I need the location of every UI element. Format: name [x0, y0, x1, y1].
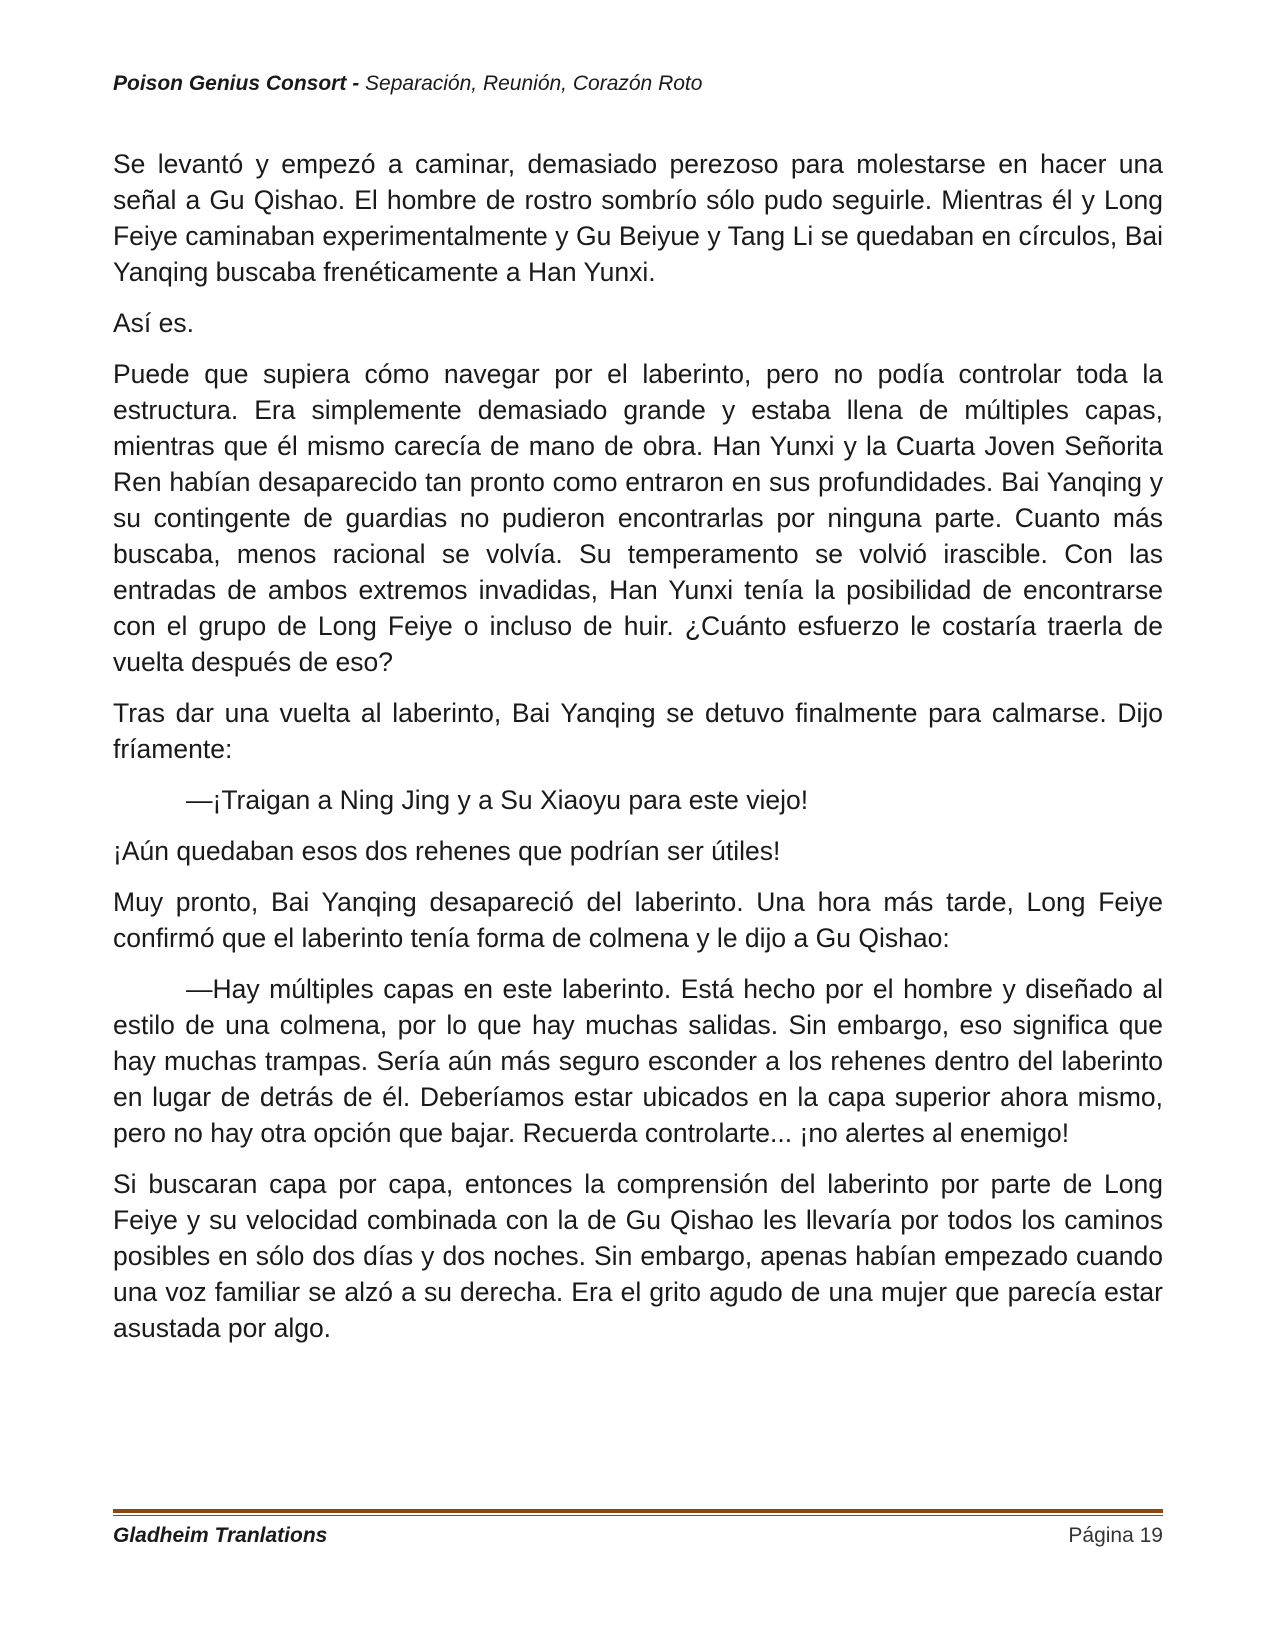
page-body: [113, 146, 1163, 1361]
paragraph: Tras dar una vuelta al laberinto, Bai Yanqing se detuvo finalmente para calmarse. Dijo fríamente:: [113, 698, 1163, 764]
page-header: [113, 72, 1163, 96]
paragraph: Se levantó y empezó a caminar, demasiado perezoso para molestarse en hacer una señal a Gu Qishao. El hombre de rostro sombrío sólo pudo seguirle. Mientras él y Long Feiye caminaban experimentalmente y Gu Beiyue y Tang Li se quedaban en círculos, Bai Yanqing buscaba frenéticamente a Han Yunxi.: [113, 149, 1163, 287]
dialogue-paragraph: —¡Traigan a Ning Jing y a Su Xiaoyu para este viejo!: [186, 785, 809, 815]
page-number: Página 19: [1068, 1524, 1163, 1547]
book-title: Poison Genius Consort: [113, 72, 347, 95]
paragraph: Puede que supiera cómo navegar por el laberinto, pero no podía controlar toda la estructura. Era simplemente demasiado grande y estaba llena de múltiples capas, mientras que él mismo carecía de mano de obra. Han Yunxi y la Cuarta Joven Señorita Ren habían desaparecido tan pronto como entraron en sus profundidades. Bai Yanqing y su contingente de guardias no pudieron encontrarlas por ninguna parte. Cuanto más buscaba, menos racional se volvía. Su temperamento se volvió irascible. Con las entradas de ambos extremos invadidas, Han Yunxi tenía la posibilidad de encontrarse con el grupo de Long Feiye o incluso de huir. ¿Cuánto esfuerzo le costaría traerla de vuelta después de eso?: [113, 359, 1163, 677]
paragraph: ¡Aún quedaban esos dos rehenes que podrían ser útiles!: [113, 836, 781, 866]
chapter-title: Separación, Reunión, Corazón Roto: [365, 72, 703, 95]
paragraph: Si buscaran capa por capa, entonces la comprensión del laberinto por parte de Long Feiye y su velocidad combinada con la de Gu Qishao les llevaría por todos los caminos posibles en sólo dos días y dos noches. Sin embargo, apenas habían empezado cuando una voz familiar se alzó a su derecha. Era el grito agudo de una mujer que parecía estar asustada por algo.: [113, 1169, 1163, 1343]
paragraph: Así es.: [113, 308, 195, 338]
footer-divider-thin: [113, 1515, 1163, 1516]
footer-divider: [113, 1509, 1163, 1513]
translator-credit: Gladheim Tranlations: [113, 1524, 328, 1547]
paragraph: Muy pronto, Bai Yanqing desapareció del laberinto. Una hora más tarde, Long Feiye confirmó que el laberinto tenía forma de colmena y le dijo a Gu Qishao:: [113, 887, 1163, 953]
dialogue-paragraph: —Hay múltiples capas en este laberinto. Está hecho por el hombre y diseñado al estilo de una colmena, por lo que hay muchas salidas. Sin embargo, eso significa que hay muchas trampas. Sería aún más seguro esconder a los rehenes dentro del laberinto en lugar de detrás de él. Deberíamos estar ubicados en la capa superior ahora mismo, pero no hay otra opción que bajar. Recuerda controlarte... ¡no alertes al enemigo!: [113, 974, 1163, 1148]
header-separator: -: [352, 72, 360, 95]
